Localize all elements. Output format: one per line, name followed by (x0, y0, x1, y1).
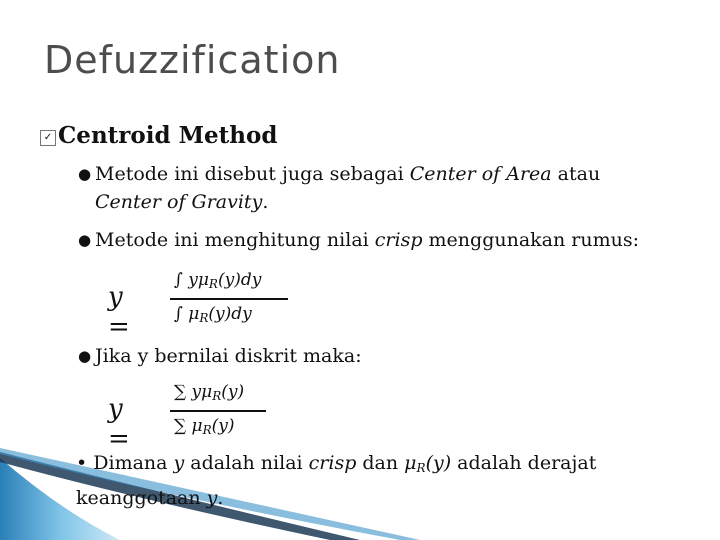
main-bullet-label: Centroid Method (58, 122, 278, 149)
slide-title: Defuzzification (44, 38, 341, 82)
formula-lhs: y = (108, 394, 130, 454)
item-emphasis: Center of Area (409, 163, 552, 185)
item-emphasis: Center of Gravity (95, 191, 263, 213)
item-text: menggunakan rumus: (422, 229, 640, 251)
footer-note: • Dimana y adalah nilai crisp dan μR(y) adalah derajat keanggotaan y. (76, 452, 597, 509)
bullet-icon: ● (78, 231, 92, 249)
fraction-bar (170, 410, 266, 412)
formula-numerator: ∫ yμR(y)dy (174, 270, 262, 291)
item-emphasis: crisp (374, 229, 423, 251)
formula-numerator: ∑ yμR(y) (174, 382, 245, 403)
item-text: atau (551, 163, 601, 185)
fraction-bar (170, 298, 288, 300)
item-text: Metode ini disebut juga sebagai (95, 163, 410, 185)
formula-denominator: ∑ μR(y) (174, 416, 235, 437)
bullet-icon: ● (78, 165, 92, 183)
formula-denominator: ∫ μR(y)dy (174, 304, 252, 325)
checkmark-icon: ✓ (40, 130, 56, 146)
bullet-icon: ● (78, 347, 92, 365)
main-bullet (40, 122, 277, 149)
item-text: Metode ini menghitung nilai (95, 229, 375, 251)
formula-lhs: y = (108, 282, 130, 342)
item-text: Jika y bernilai diskrit maka: (95, 345, 362, 367)
item-text: . (262, 191, 269, 213)
